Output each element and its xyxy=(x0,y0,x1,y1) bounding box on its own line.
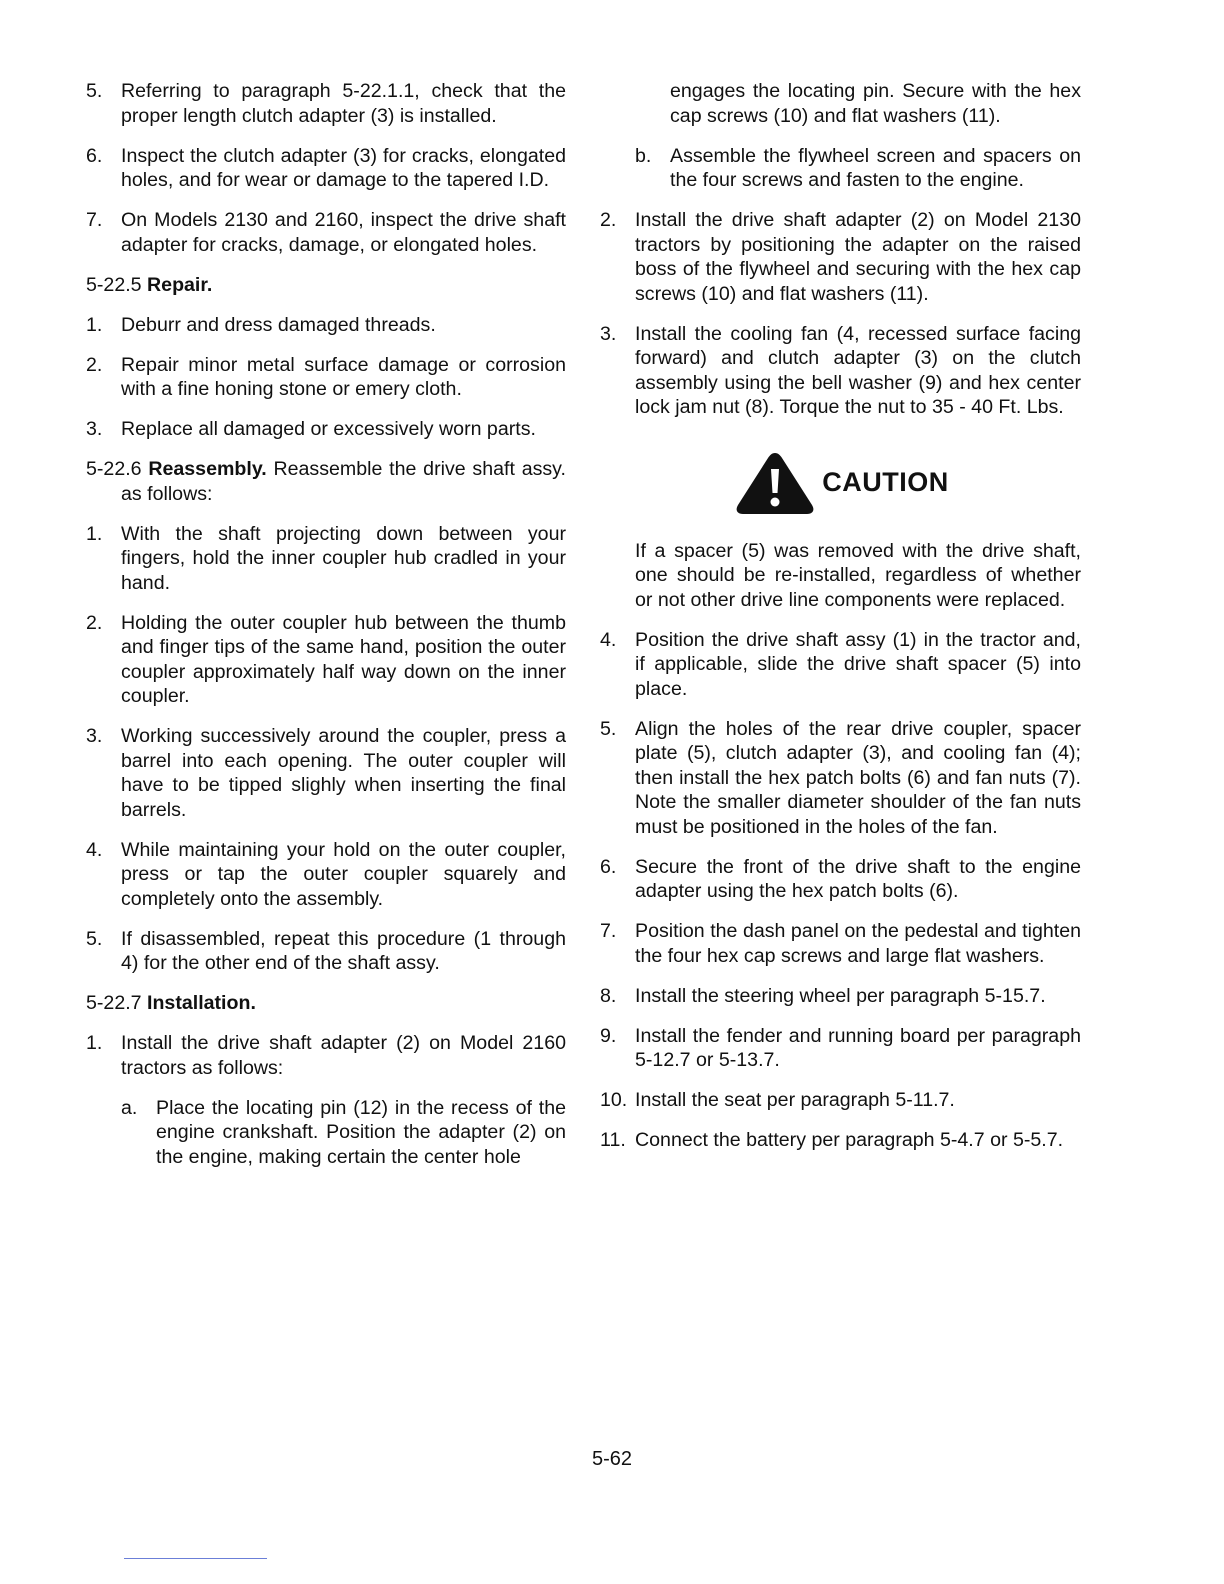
list-item xyxy=(600,1128,1081,1153)
item-text: Inspect the clutch adapter (3) for cracks, elongated holes, and for wear or damage to the tapered I.D. xyxy=(121,144,566,191)
section-title: Installation. xyxy=(147,992,256,1014)
caution-banner xyxy=(600,444,1081,522)
item-text: Deburr and dress damaged threads. xyxy=(121,313,436,336)
section-title: Reassembly. xyxy=(148,458,267,480)
item-number: 7. xyxy=(86,209,103,231)
right-column xyxy=(600,79,1081,1168)
item-number: 4. xyxy=(600,628,617,651)
item-text: Connect the battery per paragraph 5-4.7 or 5-5.7. xyxy=(635,1129,1064,1151)
item-number: 5. xyxy=(86,80,103,102)
continued-text: engages the locating pin. Secure with the hex cap screws (10) and flat washers (11). xyxy=(670,80,1081,127)
item-text: Working successively around the coupler, press a barrel into each opening. The outer coupler will have to be tipped slighly when inserting the final barrels. xyxy=(121,725,566,821)
list-item xyxy=(600,919,1081,968)
list-item xyxy=(86,611,566,709)
item-text: With the shaft projecting down between your fingers, hold the inner coupler hub cradled in your hand. xyxy=(121,522,566,594)
caution-label: CAUTION xyxy=(822,467,949,498)
list-item xyxy=(600,208,1081,306)
list-item xyxy=(86,144,566,193)
list-item xyxy=(600,717,1081,840)
item-number: 6. xyxy=(86,144,103,167)
section-heading-installation xyxy=(86,991,566,1016)
sub-list-item xyxy=(86,1096,566,1170)
item-number: 10. xyxy=(600,1089,628,1111)
item-text: Referring to paragraph 5-22.1.1, check that the proper length clutch adapter (3) is installed. xyxy=(121,80,566,127)
item-text: If disassembled, repeat this procedure (1 through 4) for the other end of the shaft assy. xyxy=(121,927,566,974)
item-text: Install the fender and running board per paragraph 5-12.7 or 5-13.7. xyxy=(635,1024,1081,1071)
item-number: 11. xyxy=(600,1129,626,1151)
item-number: 7. xyxy=(600,920,617,942)
item-text: Place the locating pin (12) in the recess of the engine crankshaft. Position the adapter (2) on the engine, making certain the center hole xyxy=(156,1096,566,1168)
warning-triangle-icon xyxy=(732,449,818,517)
section-heading-repair xyxy=(86,273,566,298)
list-item xyxy=(86,79,566,128)
divider xyxy=(124,1558,267,1559)
item-number: 4. xyxy=(86,838,103,861)
item-number: 3. xyxy=(86,418,103,440)
sub-list-item xyxy=(600,144,1081,193)
item-number: 1. xyxy=(86,522,103,545)
item-text: Repair minor metal surface damage or corrosion with a fine honing stone or emery cloth. xyxy=(121,353,566,400)
item-text: Install the seat per paragraph 5-11.7. xyxy=(635,1089,955,1111)
item-number: 1. xyxy=(86,313,103,336)
list-item xyxy=(600,322,1081,420)
item-number: 5. xyxy=(600,717,617,740)
item-number: 2. xyxy=(86,353,103,376)
item-number: 2. xyxy=(86,611,103,634)
left-column xyxy=(86,79,566,1185)
section-number: 5-22.5 xyxy=(86,273,142,296)
item-letter: a. xyxy=(121,1096,138,1119)
list-item xyxy=(600,1024,1081,1073)
list-item xyxy=(86,724,566,822)
item-text: Align the holes of the rear drive coupler, spacer plate (5), clutch adapter (3), and cooling fan (4); then install the hex patch bolts (6) and fan nuts (7). Note the smaller diameter shoulder of the fan nuts must be positioned in the holes of the fan. xyxy=(635,717,1081,838)
item-text: Install the drive shaft adapter (2) on Model 2160 tractors as follows: xyxy=(121,1032,566,1079)
list-item xyxy=(600,1088,1081,1113)
section-title: Repair. xyxy=(147,273,213,296)
list-item xyxy=(600,984,1081,1009)
item-number: 3. xyxy=(86,725,103,747)
item-text: Install the drive shaft adapter (2) on Model 2130 tractors by positioning the adapter on the raised boss of the flywheel and securing with the hex cap screws (10) and flat washers (11). xyxy=(635,209,1081,305)
caution-text: If a spacer (5) was removed with the drive shaft, one should be re-installed, regardless of whether or not other drive line components were replaced. xyxy=(635,539,1081,611)
item-text: While maintaining your hold on the outer coupler, press or tap the outer coupler squarely and completely onto the assembly. xyxy=(121,838,566,910)
item-number: 5. xyxy=(86,927,103,950)
item-text: Assemble the flywheel screen and spacers on the four screws and fasten to the engine. xyxy=(670,144,1081,191)
item-text: Install the steering wheel per paragraph 5-15.7. xyxy=(635,984,1046,1007)
item-text: Position the dash panel on the pedestal and tighten the four hex cap screws and large flat washers. xyxy=(635,920,1081,967)
section-intro: Reassemble the drive shaft assy. as follows: xyxy=(121,458,566,505)
item-text: Install the cooling fan (4, recessed surface facing forward) and clutch adapter (3) on the clutch assembly using the bell washer (9) and hex center lock jam nut (8). Torque the nut to 35 - 40 Ft. Lbs. xyxy=(635,322,1081,418)
list-item xyxy=(600,855,1081,904)
item-text: Secure the front of the drive shaft to the engine adapter using the hex patch bolts (6). xyxy=(635,855,1081,902)
item-letter: b. xyxy=(635,144,652,167)
item-text: Position the drive shaft assy (1) in the tractor and, if applicable, slide the drive shaft spacer (5) into place. xyxy=(635,628,1081,700)
page-number: 5-62 xyxy=(591,1448,633,1470)
item-number: 9. xyxy=(600,1024,617,1047)
item-number: 1. xyxy=(86,1032,103,1054)
section-heading-reassembly xyxy=(86,457,566,506)
section-number: 5-22.7 xyxy=(86,992,142,1014)
item-text: Replace all damaged or excessively worn parts. xyxy=(121,418,536,440)
list-item xyxy=(86,1031,566,1080)
list-item xyxy=(86,927,566,976)
list-item xyxy=(86,313,566,338)
item-number: 3. xyxy=(600,322,617,345)
list-item xyxy=(86,208,566,257)
list-item xyxy=(86,838,566,912)
list-item xyxy=(86,522,566,596)
item-text: Holding the outer coupler hub between the thumb and finger tips of the same hand, position the outer coupler approximately half way down on the inner coupler. xyxy=(121,611,566,707)
item-number: 2. xyxy=(600,209,617,231)
list-item xyxy=(86,417,566,442)
list-item xyxy=(86,353,566,402)
item-number: 6. xyxy=(600,855,617,878)
list-item xyxy=(600,628,1081,702)
item-text: On Models 2130 and 2160, inspect the drive shaft adapter for cracks, damage, or elongated holes. xyxy=(121,209,566,256)
section-number: 5-22.6 xyxy=(86,458,142,480)
item-number: 8. xyxy=(600,984,617,1007)
